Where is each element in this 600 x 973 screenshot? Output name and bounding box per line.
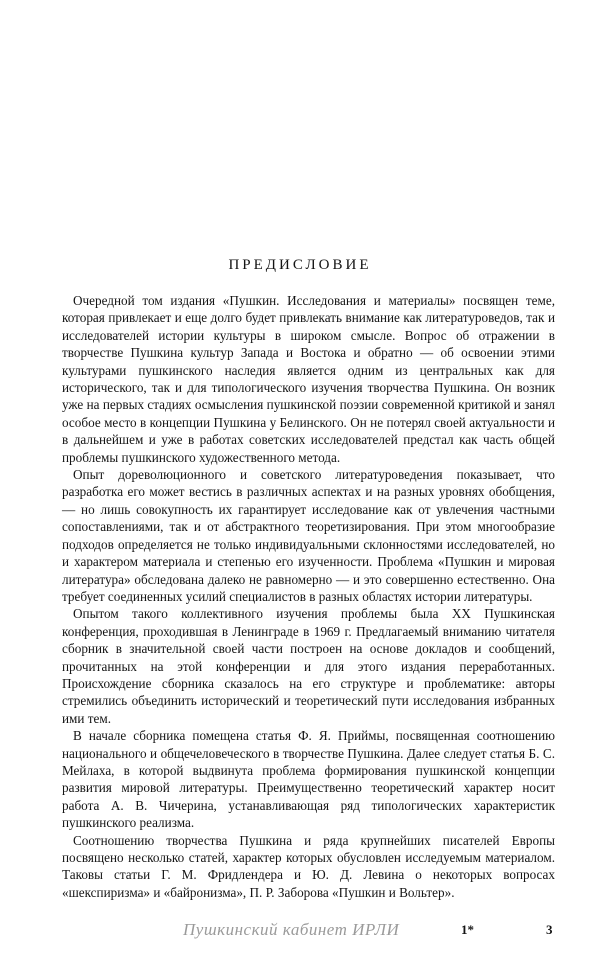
paragraph-5: Соотношению творчества Пушкина и ряда крупнейших писателей Европы посвящено несколько статей, характер которых обусловлен исследуемым материалом. Таковы статьи Г. М. Фридлендера и Ю. Д. Левина о некоторых вопросах «шекспиризма» и «байронизма», П. Р. Заборова «Пушкин и Вольтер». [62, 832, 555, 900]
library-watermark: Пушкинский кабинет ИРЛИ [183, 920, 400, 939]
paragraph-3: Опытом такого коллективного изучения проблемы была XX Пушкинская конференция, проходившая в Ленинграде в 1969 г. Предлагаемый вниманию читателя сборник в значительной своей части построен на основе докладов и сообщений, прочитанных на этой конференции и для этого издания переработанных. Происхождение сборника сказалось на его структуре и проблематике: авторы стремились объединить исторический и теоретический пути исследования избранных ими тем. [62, 606, 555, 726]
paragraph-4: В начале сборника помещена статья Ф. Я. Приймы, посвященная соотношению национального и общечеловеческого в творчестве Пушкина. Далее следует статья Б. С. Мейлаха, в которой выдвинута проблема формирования пушкинской концепции развития мировой литературы. Преимущественно теоретический характер носит работа А. В. Чичерина, устанавливающая ряд типологических характеристик пушкинского реализма. [62, 728, 555, 831]
signature-mark: 1* [461, 922, 474, 937]
paragraph-1: Очередной том издания «Пушкин. Исследования и материалы» посвящен теме, которая привлекает и еще долго будет привлекать внимание как литературоведов, так и исследователей истории культуры в широком смысле. Вопрос об отражении в творчестве Пушкина культур Запада и Востока и обратно — об освоении этими культурами пушкинского наследия является одним из центральных как для исторического, так и для типологического изучения творчества Пушкина. Он возник уже на первых стадиях осмысления пушкинской поэзии современной критикой и занял особое место в концепции Пушкина у Белинского. Он не потерял своей актуальности и в дальнейшем и уже в работах советских исследователей предстал как часть общей проблемы пушкинского художественного метода. [62, 293, 555, 465]
preface-text [62, 292, 555, 901]
page-number: 3 [546, 922, 553, 937]
paragraph-2: Опыт дореволюционного и советского литературоведения показывает, что разработка его может вестись в различных аспектах и на разных уровнях обобщения, — но лишь совокупность их гарантирует исследование как от увлечения частными сопоставлениями, так и от абстрактного теоретизирования. При этом многообразие подходов определяется не только индивидуальными склонностями исследователей, но и характером материала и степенью его изученности. Проблема «Пушкин и мировая литература» обследована далеко не равномерно — и это совершенно естественно. Она требует соединенных усилий специалистов в разных областях истории литературы. [62, 467, 555, 604]
page-title: ПРЕДИСЛОВИЕ [228, 257, 372, 273]
